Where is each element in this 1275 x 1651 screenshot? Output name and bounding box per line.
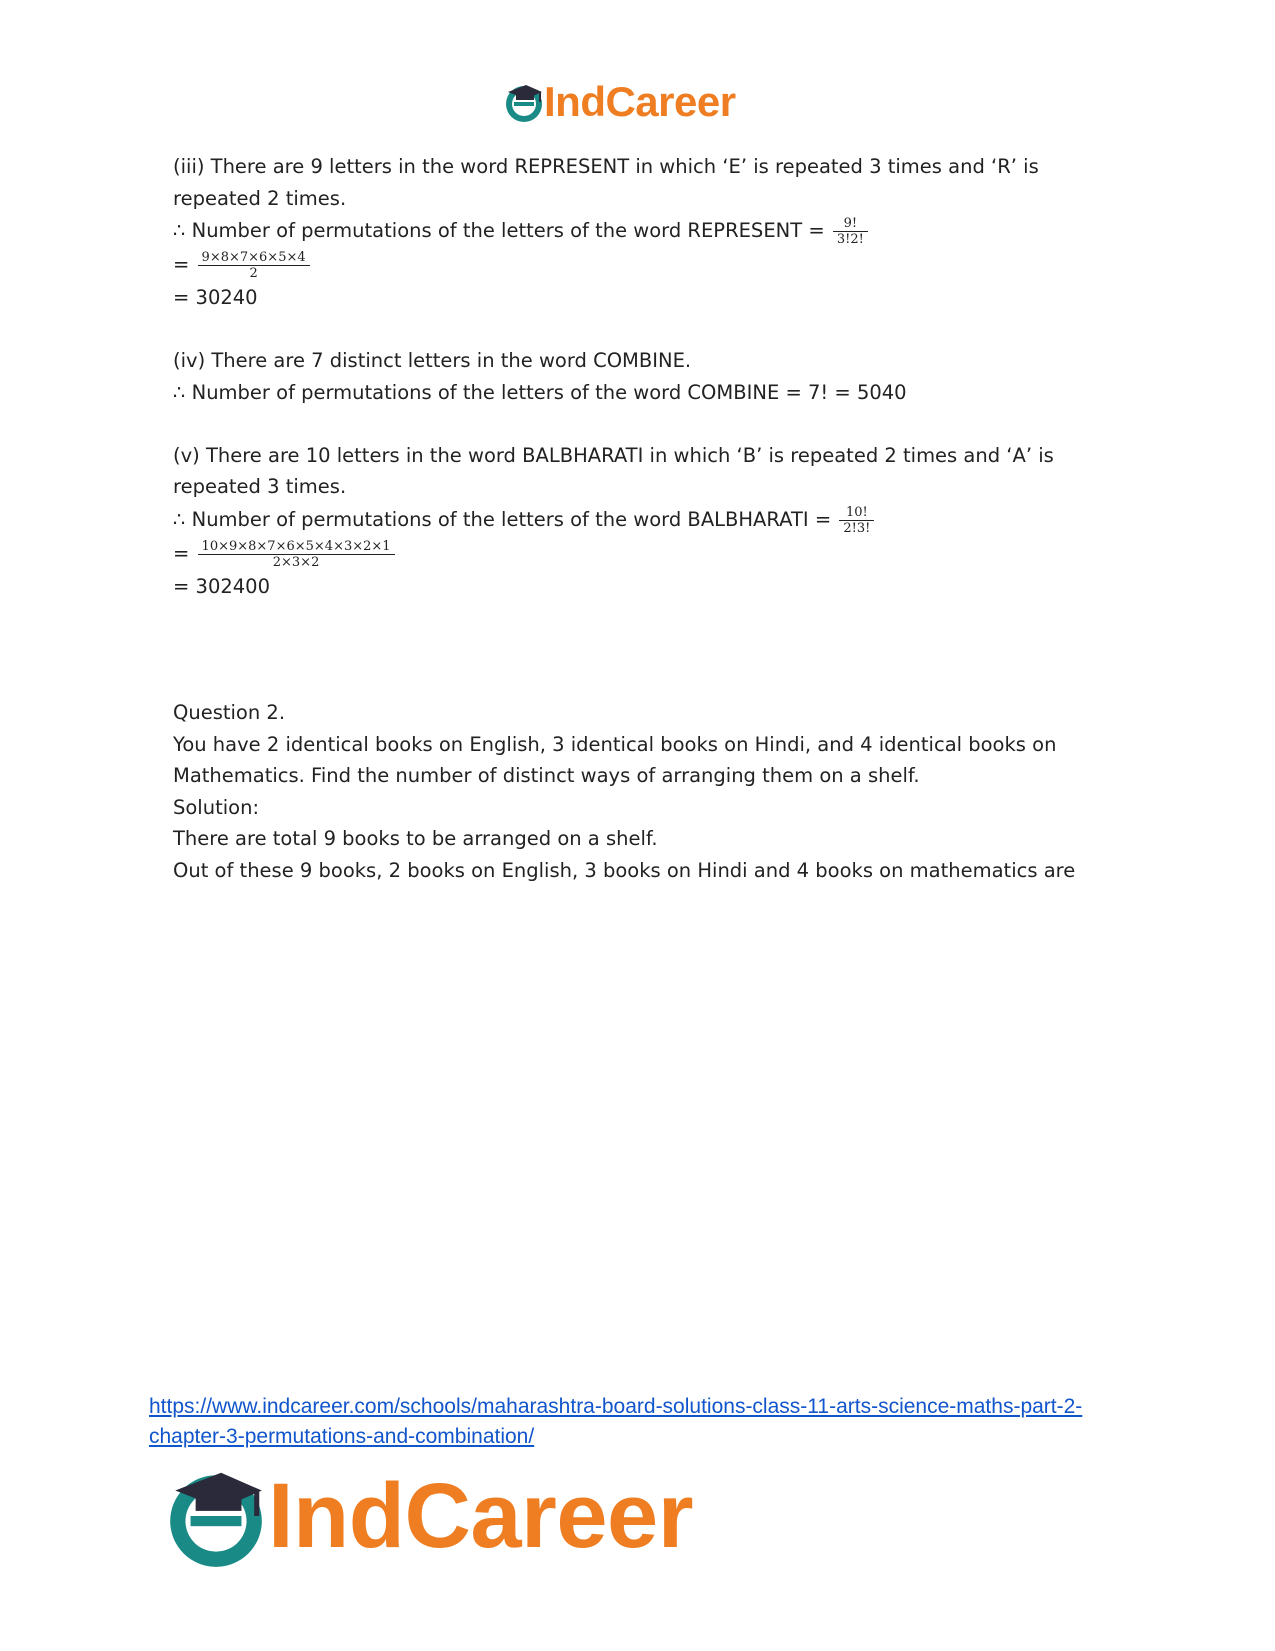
- fraction-denominator: 2×3×2: [272, 554, 320, 570]
- section-iii-intro: (iii) There are 9 letters in the word REPRESENT in which ‘E’ is repeated 3 times and ‘R’ is repeated 2 times.: [173, 155, 1039, 210]
- fraction-denominator: 3!2!: [836, 232, 864, 247]
- header-logo: [502, 78, 736, 126]
- section-iii-result: = 30240: [173, 286, 258, 309]
- fraction-numerator: 9!: [833, 216, 868, 232]
- fraction-numerator: 9×8×7×6×5×4: [198, 250, 310, 266]
- source-link[interactable]: https://www.indcareer.com/schools/maharashtra-board-solutions-class-11-arts-science-maths-part-2-chapter-3-permutations-and-combination/: [149, 1395, 1083, 1448]
- section-v-expansion-line: [173, 537, 1103, 571]
- section-v-permutation-line: [173, 503, 1103, 537]
- question-text: You have 2 identical books on English, 3 identical books on Hindi, and 4 identical books on Mathematics. Find the number of distinct ways of arranging them on a shelf.: [173, 732, 1057, 787]
- brand-name: IndCareer: [268, 1464, 693, 1567]
- question-heading: Question 2.: [173, 701, 286, 724]
- equals-sign: =: [173, 253, 190, 276]
- section-iii-perm-text: ∴ Number of permutations of the letters of the word REPRESENT =: [173, 219, 825, 242]
- solution-line: Out of these 9 books, 2 books on English, 3 books on Hindi and 4 books on mathematics are: [173, 858, 1076, 882]
- fraction-numerator: 10!: [839, 505, 874, 521]
- fraction: [833, 216, 868, 247]
- footer-logo: [160, 1460, 693, 1572]
- document-body: [173, 151, 1103, 886]
- fraction-numerator: 10×9×8×7×6×5×4×3×2×1: [198, 539, 395, 555]
- section-iv-result: ∴ Number of permutations of the letters of the word COMBINE = 7! = 5040: [173, 380, 907, 404]
- fraction-denominator: 2: [249, 266, 258, 281]
- section-v-perm-text: ∴ Number of permutations of the letters of the word BALBHARATI =: [173, 507, 832, 531]
- section-v-result: = 302400: [173, 574, 270, 598]
- solution-label: Solution:: [173, 795, 260, 819]
- fraction: [198, 539, 395, 570]
- graduation-cap-icon: [160, 1460, 272, 1572]
- fraction: [198, 250, 310, 281]
- brand-name: IndCareer: [544, 78, 736, 125]
- section-v-intro: (v) There are 10 letters in the word BALBHARATI in which ‘B’ is repeated 2 times and ‘A’ is repeated 3 times.: [173, 443, 1054, 498]
- fraction-denominator: 2!3!: [843, 520, 871, 536]
- section-iii-permutation-line: [173, 214, 1103, 248]
- fraction: [839, 505, 874, 536]
- graduation-cap-icon: [502, 80, 546, 124]
- section-iii-expansion-line: [173, 248, 1103, 282]
- solution-line: There are total 9 books to be arranged on a shelf.: [173, 827, 658, 850]
- equals-sign: =: [173, 541, 190, 565]
- section-iv-intro: (iv) There are 7 distinct letters in the word COMBINE.: [173, 349, 692, 372]
